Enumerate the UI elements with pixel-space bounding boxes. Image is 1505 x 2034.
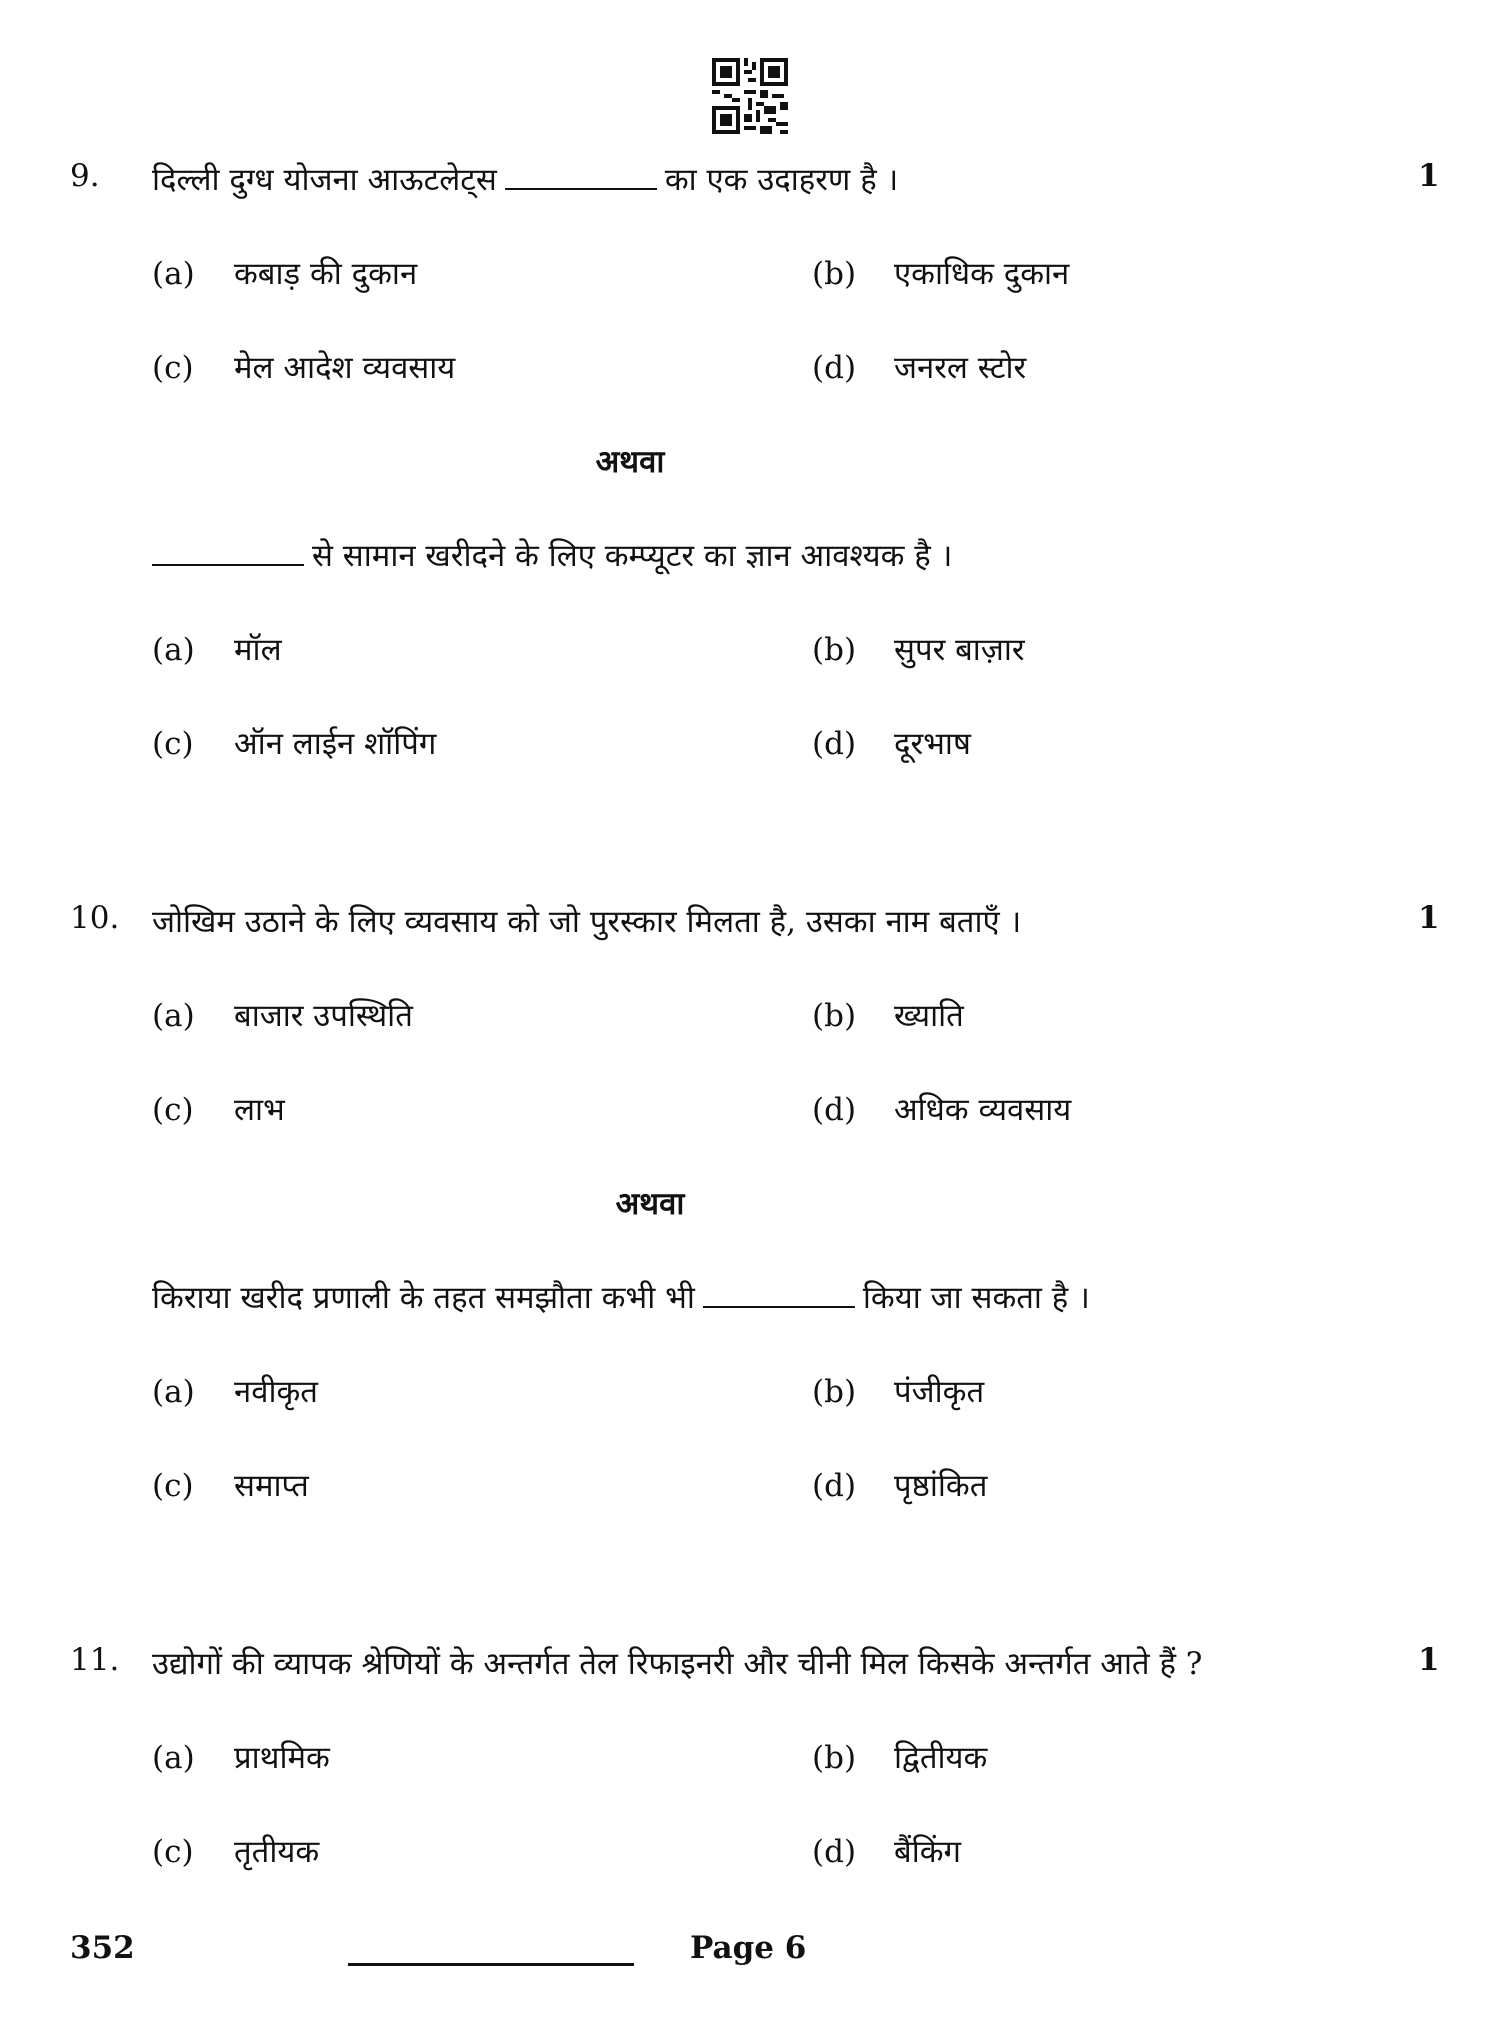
option-label: (a) — [152, 1740, 195, 1776]
q9-option-a — [152, 252, 417, 294]
option-text: द्वितीयक — [894, 1740, 988, 1776]
option-label: (c) — [152, 726, 194, 762]
q10-alt-option-d — [812, 1464, 987, 1506]
q10-option-b — [812, 994, 964, 1036]
option-label: (c) — [152, 350, 194, 386]
q11-option-c — [152, 1830, 319, 1872]
question-10-alt-text-before: किराया खरीद प्रणाली के तहत समझौता कभी भी — [152, 1280, 695, 1316]
question-9-marks: 1 — [1418, 158, 1440, 194]
option-label: (a) — [152, 1374, 195, 1410]
question-9-text-after: का एक उदाहरण है । — [664, 162, 899, 198]
option-label: (b) — [812, 998, 857, 1034]
option-label: (c) — [152, 1092, 194, 1128]
question-9-number: 9. — [70, 158, 100, 194]
option-label: (b) — [812, 1740, 857, 1776]
option-text: समाप्त — [234, 1468, 309, 1504]
question-10-number: 10. — [70, 900, 120, 936]
option-text: लाभ — [234, 1092, 285, 1128]
option-label: (b) — [812, 632, 857, 668]
fill-blank — [505, 162, 657, 190]
question-11-marks: 1 — [1418, 1642, 1440, 1678]
question-11-number: 11. — [70, 1642, 120, 1678]
q9-alt-option-d — [812, 722, 971, 764]
option-label: (a) — [152, 256, 195, 292]
q11-option-a — [152, 1736, 330, 1778]
option-label: (d) — [812, 726, 857, 762]
q11-option-d — [812, 1830, 961, 1872]
paper-code: 352 — [70, 1930, 135, 1966]
question-10-alt-text-after: किया जा सकता है । — [862, 1280, 1090, 1316]
option-text: तृतीयक — [234, 1834, 320, 1870]
option-text: मेल आदेश व्यवसाय — [234, 350, 456, 386]
question-10-alt-text — [152, 1276, 1090, 1318]
option-text: पृष्ठांकित — [894, 1468, 988, 1504]
fill-blank — [703, 1280, 855, 1308]
option-text: नवीकृत — [234, 1374, 318, 1410]
option-text: जनरल स्टोर — [894, 350, 1027, 386]
fill-blank — [152, 538, 304, 566]
option-label: (c) — [152, 1834, 194, 1870]
option-text: एकाधिक दुकान — [894, 256, 1070, 292]
q10-alt-option-b — [812, 1370, 984, 1412]
option-text: अधिक व्यवसाय — [894, 1092, 1072, 1128]
q10-or-separator: अथवा — [615, 1186, 685, 1222]
question-9-alt-text-after: से सामान खरीदने के लिए कम्प्यूटर का ज्ञान आवश्यक है । — [312, 538, 953, 574]
q9-alt-option-b — [812, 628, 1025, 670]
q10-option-a — [152, 994, 413, 1036]
option-text: ऑन लाईन शॉपिंग — [234, 726, 437, 762]
option-label: (b) — [812, 1374, 857, 1410]
question-9-alt-text — [152, 534, 952, 576]
q9-option-d — [812, 346, 1026, 388]
option-text: प्राथमिक — [234, 1740, 330, 1776]
question-11-text: उद्योगों की व्यापक श्रेणियों के अन्तर्गत तेल रिफाइनरी और चीनी मिल किसके अन्तर्गत आते हैं ? — [152, 1646, 1203, 1682]
option-label: (d) — [812, 350, 857, 386]
option-label: (d) — [812, 1468, 857, 1504]
q10-option-c — [152, 1088, 285, 1130]
option-text: सुपर बाज़ार — [894, 632, 1025, 668]
option-text: कबाड़ की दुकान — [234, 256, 418, 292]
option-label: (d) — [812, 1834, 857, 1870]
q9-option-b — [812, 252, 1069, 294]
option-label: (a) — [152, 998, 195, 1034]
option-label: (a) — [152, 632, 195, 668]
option-label: (c) — [152, 1468, 194, 1504]
q11-option-b — [812, 1736, 987, 1778]
question-10-marks: 1 — [1418, 900, 1440, 936]
option-text: बाजार उपस्थिति — [234, 998, 413, 1034]
question-9-text — [152, 158, 898, 200]
q9-alt-option-a — [152, 628, 282, 670]
page-number: Page 6 — [690, 1930, 807, 1966]
q10-alt-option-a — [152, 1370, 318, 1412]
q9-option-c — [152, 346, 455, 388]
q9-or-separator: अथवा — [595, 444, 665, 480]
option-text: ख्याति — [894, 998, 964, 1034]
option-label: (b) — [812, 256, 857, 292]
q10-alt-option-c — [152, 1464, 309, 1506]
qr-code-icon — [712, 58, 788, 134]
option-text: मॉल — [234, 632, 282, 668]
question-9-text-before: दिल्ली दुग्ध योजना आऊटलेट्स — [152, 162, 497, 198]
q10-option-d — [812, 1088, 1071, 1130]
option-label: (d) — [812, 1092, 857, 1128]
option-text: दूरभाष — [894, 726, 971, 762]
footer-divider — [348, 1963, 634, 1966]
option-text: पंजीकृत — [894, 1374, 985, 1410]
option-text: बैंकिंग — [894, 1834, 961, 1870]
question-10-text: जोखिम उठाने के लिए व्यवसाय को जो पुरस्कार मिलता है, उसका नाम बताएँ । — [152, 904, 1022, 940]
q9-alt-option-c — [152, 722, 436, 764]
